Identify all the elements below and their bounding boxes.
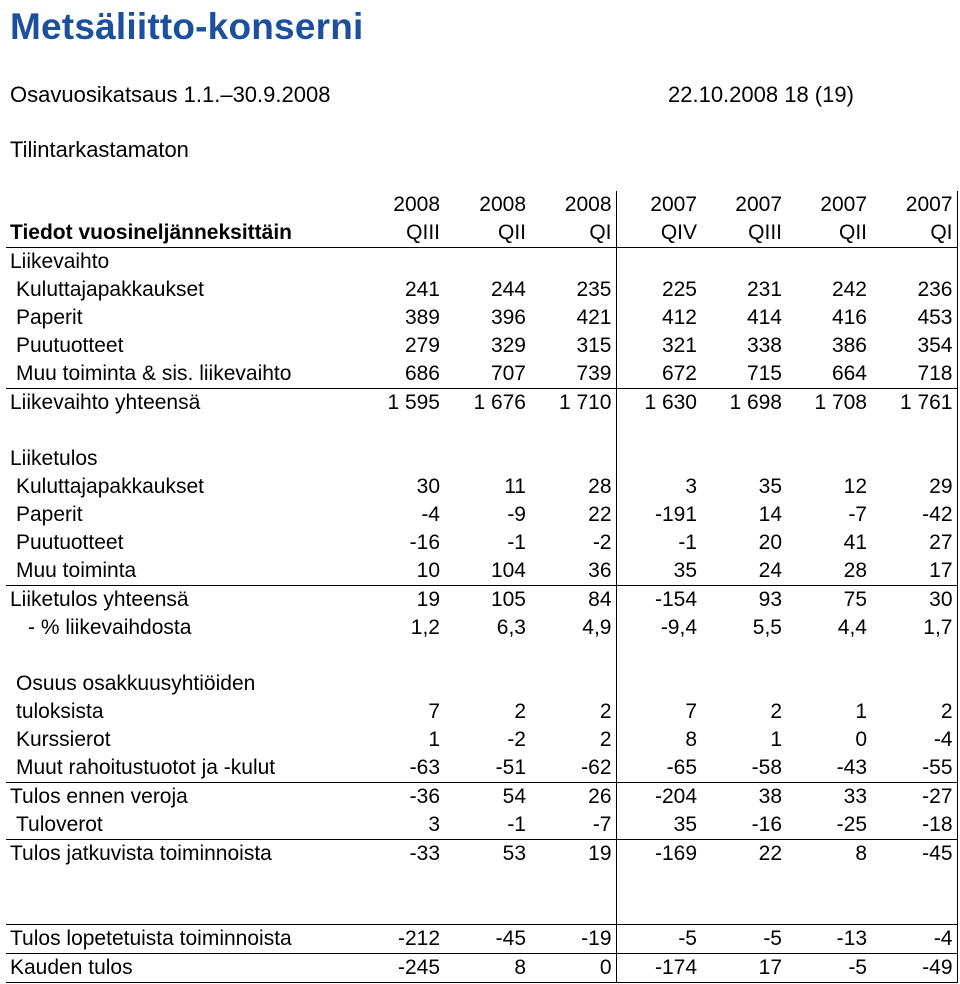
row-label: - % liikevaihdosta <box>28 616 192 639</box>
value-cell: -9 <box>507 503 526 526</box>
value-cell <box>786 248 871 277</box>
value-cell: 244 <box>490 278 526 301</box>
value-cell <box>786 896 871 925</box>
value-cell: 236 <box>871 276 957 304</box>
row-label: Kuluttajapakkaukset <box>16 278 204 301</box>
value-cell: -45 <box>444 925 530 954</box>
value-cell: 19 <box>530 840 616 869</box>
value-cell: -25 <box>836 813 867 836</box>
value-cell: -58 <box>751 756 782 779</box>
value-cell: 225 <box>661 278 697 301</box>
table-row <box>6 248 957 277</box>
value-cell: -42 <box>871 501 957 529</box>
value-cell <box>786 868 871 896</box>
value-cell <box>530 417 616 445</box>
value-cell: 7 <box>685 700 697 723</box>
table-row <box>6 670 957 698</box>
year-cell: 2008 <box>479 193 526 216</box>
table-row <box>6 332 957 360</box>
row-label: Puutuotteet <box>16 531 124 554</box>
table-row <box>6 389 957 418</box>
value-cell: 10 <box>416 559 440 582</box>
value-cell <box>444 417 530 445</box>
value-cell: 672 <box>661 362 697 385</box>
value-cell <box>616 445 701 473</box>
value-cell: 2 <box>871 698 957 726</box>
value-cell: -154 <box>616 586 701 615</box>
year-cell: 2007 <box>820 193 867 216</box>
value-cell: 1,7 <box>871 614 957 642</box>
value-cell: 386 <box>831 334 867 357</box>
year-cell: 2007 <box>871 191 957 219</box>
value-cell <box>358 670 444 698</box>
value-cell: 1 698 <box>701 389 786 418</box>
row-label: Liiketulos yhteensä <box>6 586 358 615</box>
value-cell: 30 <box>871 586 957 615</box>
value-cell: 104 <box>490 559 526 582</box>
row-label: Liikevaihto yhteensä <box>6 389 358 418</box>
value-cell: 19 <box>358 586 444 615</box>
row-label: Tulos ennen veroja <box>6 783 358 812</box>
value-cell: 1 595 <box>358 389 444 418</box>
value-cell <box>871 642 957 670</box>
value-cell: 17 <box>701 954 786 983</box>
value-cell: -1 <box>507 813 526 836</box>
value-cell: 38 <box>701 783 786 812</box>
value-cell: 1 <box>855 700 867 723</box>
value-cell: -33 <box>358 840 444 869</box>
value-cell <box>786 642 871 670</box>
value-cell: 412 <box>661 306 697 329</box>
value-cell: 0 <box>530 954 616 983</box>
row-label: Paperit <box>16 503 83 526</box>
table-row <box>6 529 957 557</box>
table-row <box>6 896 957 925</box>
value-cell: 8 <box>685 728 697 751</box>
value-cell: -7 <box>530 811 616 840</box>
value-cell: -13 <box>786 925 871 954</box>
year-cell: 2008 <box>530 191 616 219</box>
value-cell: -2 <box>530 529 616 557</box>
value-cell: -204 <box>616 783 701 812</box>
value-cell: -27 <box>871 783 957 812</box>
value-cell <box>358 417 444 445</box>
value-cell: -2 <box>507 728 526 751</box>
value-cell <box>530 642 616 670</box>
value-cell: -5 <box>616 925 701 954</box>
row-label: Liiketulos <box>10 447 98 470</box>
row-label <box>6 868 358 896</box>
value-cell: -65 <box>666 756 697 779</box>
row-label: Kauden tulos <box>6 954 358 983</box>
value-cell: 105 <box>444 586 530 615</box>
value-cell <box>358 642 444 670</box>
value-cell: 8 <box>786 840 871 869</box>
value-cell: 235 <box>530 276 616 304</box>
value-cell: -63 <box>409 756 440 779</box>
value-cell: 26 <box>530 783 616 812</box>
value-cell: 1 <box>770 728 782 751</box>
value-cell <box>616 670 701 698</box>
value-cell <box>616 417 701 445</box>
value-cell <box>616 248 701 277</box>
year-cell: 2007 <box>650 193 697 216</box>
value-cell: 30 <box>416 475 440 498</box>
value-cell: -5 <box>786 954 871 983</box>
value-cell: 1 761 <box>871 389 957 418</box>
value-cell: 3 <box>685 475 697 498</box>
value-cell <box>444 642 530 670</box>
value-cell <box>871 868 957 896</box>
value-cell: 53 <box>444 840 530 869</box>
value-cell: -49 <box>871 954 957 983</box>
value-cell: 686 <box>404 362 440 385</box>
value-cell: -4 <box>871 726 957 754</box>
table-row <box>6 557 957 586</box>
value-cell: -4 <box>871 925 957 954</box>
value-cell: 22 <box>701 840 786 869</box>
table-row <box>6 586 957 615</box>
value-cell: 7 <box>428 700 440 723</box>
value-cell: 12 <box>843 475 867 498</box>
table-row <box>6 754 957 783</box>
value-cell: 416 <box>831 306 867 329</box>
value-cell: 231 <box>746 278 782 301</box>
table-row <box>6 501 957 529</box>
table-row <box>6 473 957 501</box>
year-cell: 2008 <box>393 193 440 216</box>
value-cell: 315 <box>530 332 616 360</box>
value-cell <box>701 868 786 896</box>
quarterly-data-table <box>6 191 958 983</box>
value-cell: -7 <box>848 503 867 526</box>
table-row <box>6 276 957 304</box>
row-label: Muu toiminta <box>16 559 137 582</box>
value-cell: 54 <box>444 783 530 812</box>
value-cell <box>444 868 530 896</box>
value-cell: 739 <box>530 360 616 389</box>
value-cell: 338 <box>746 334 782 357</box>
value-cell <box>358 896 444 925</box>
value-cell: -16 <box>409 531 440 554</box>
quarter-cell: QIII <box>358 219 444 248</box>
value-cell: 27 <box>871 529 957 557</box>
table-row <box>6 417 957 445</box>
row-label <box>6 642 358 670</box>
value-cell <box>444 670 530 698</box>
row-label: Liikevaihto <box>10 250 110 273</box>
report-title: Osavuosikatsaus 1.1.–30.9.2008 <box>10 82 331 107</box>
value-cell <box>701 642 786 670</box>
value-cell <box>871 670 957 698</box>
table-row <box>6 868 957 896</box>
row-label: Osuus osakkuusyhtiöiden <box>16 672 256 695</box>
value-cell <box>444 896 530 925</box>
row-label: Muu toiminta & sis. liikevaihto <box>16 362 292 385</box>
value-cell <box>871 417 957 445</box>
value-cell: 1,2 <box>410 616 440 639</box>
report-date-page: 22.10.2008 18 (19) <box>668 82 854 107</box>
value-cell <box>530 896 616 925</box>
value-cell: 6,3 <box>496 616 526 639</box>
value-cell: 3 <box>428 813 440 836</box>
value-cell: 329 <box>490 334 526 357</box>
value-cell: -1 <box>507 531 526 554</box>
row-label: Muut rahoitustuotot ja -kulut <box>16 756 276 779</box>
table-row <box>6 642 957 670</box>
value-cell: 4,9 <box>530 614 616 642</box>
table-caption: Tiedot vuosineljänneksittäin <box>6 219 358 248</box>
value-cell: -51 <box>495 756 526 779</box>
value-cell: -18 <box>871 811 957 840</box>
value-cell <box>530 868 616 896</box>
value-cell: 421 <box>530 304 616 332</box>
quarter-cell: QI <box>530 219 616 248</box>
value-cell: -4 <box>421 503 440 526</box>
table-row <box>6 304 957 332</box>
table-row <box>6 614 957 642</box>
value-cell: 35 <box>673 559 697 582</box>
quarter-cell: QII <box>786 219 871 248</box>
value-cell <box>530 248 616 277</box>
value-cell: 24 <box>758 559 782 582</box>
value-cell <box>871 445 957 473</box>
value-cell: 5,5 <box>752 616 782 639</box>
value-cell: -55 <box>871 754 957 783</box>
value-cell: 2 <box>770 700 782 723</box>
value-cell: 0 <box>855 728 867 751</box>
table-row <box>6 954 957 983</box>
value-cell: 2 <box>514 700 526 723</box>
value-cell <box>530 670 616 698</box>
value-cell: -9,4 <box>660 616 697 639</box>
value-cell: -169 <box>616 840 701 869</box>
value-cell: -19 <box>530 925 616 954</box>
value-cell <box>701 670 786 698</box>
value-cell: -43 <box>836 756 867 779</box>
row-label <box>6 896 358 925</box>
value-cell <box>786 670 871 698</box>
row-label: Kuluttajapakkaukset <box>16 475 204 498</box>
value-cell <box>871 896 957 925</box>
value-cell: 707 <box>490 362 526 385</box>
value-cell <box>701 896 786 925</box>
value-cell: 41 <box>843 531 867 554</box>
value-cell <box>701 248 786 277</box>
value-cell: 2 <box>530 726 616 754</box>
value-cell <box>444 248 530 277</box>
value-cell: -174 <box>616 954 701 983</box>
quarter-header-row <box>6 219 957 248</box>
value-cell: 84 <box>530 586 616 615</box>
value-cell: -212 <box>358 925 444 954</box>
value-cell: 36 <box>530 557 616 586</box>
value-cell: 389 <box>404 306 440 329</box>
row-label: Tulos jatkuvista toiminnoista <box>6 840 358 869</box>
value-cell <box>616 868 701 896</box>
value-cell: 17 <box>871 557 957 586</box>
value-cell: 321 <box>661 334 697 357</box>
value-cell: 1 676 <box>444 389 530 418</box>
row-label: Tulos lopetetuista toiminnoista <box>6 925 358 954</box>
value-cell: 35 <box>758 475 782 498</box>
value-cell <box>701 417 786 445</box>
value-cell: 241 <box>404 278 440 301</box>
value-cell: 11 <box>504 475 526 498</box>
value-cell: 664 <box>831 362 867 385</box>
table-row <box>6 726 957 754</box>
value-cell: -245 <box>358 954 444 983</box>
value-cell: 4,4 <box>837 616 867 639</box>
value-cell <box>786 417 871 445</box>
quarter-cell: QIII <box>701 219 786 248</box>
row-label: Kurssierot <box>16 728 111 751</box>
row-label: Tuloverot <box>16 813 103 836</box>
year-cell: 2007 <box>735 193 782 216</box>
value-cell: 1 <box>428 728 440 751</box>
value-cell: 354 <box>871 332 957 360</box>
value-cell: 279 <box>404 334 440 357</box>
audit-note: Tilintarkastamaton <box>10 137 189 162</box>
quarter-cell: QI <box>871 219 957 248</box>
value-cell: 14 <box>758 503 782 526</box>
value-cell: 2 <box>530 698 616 726</box>
quarter-cell: QII <box>444 219 530 248</box>
table-row <box>6 445 957 473</box>
quarter-cell: QIV <box>616 219 701 248</box>
metsaliitto-logo: Metsäliitto-konserni <box>10 6 364 47</box>
value-cell: -1 <box>678 531 697 554</box>
value-cell: 93 <box>701 586 786 615</box>
value-cell: 28 <box>530 473 616 501</box>
value-cell: -45 <box>871 840 957 869</box>
table-row <box>6 698 957 726</box>
value-cell <box>444 445 530 473</box>
value-cell: 414 <box>746 306 782 329</box>
value-cell: 8 <box>444 954 530 983</box>
row-label: Paperit <box>16 306 83 329</box>
value-cell: 1 710 <box>530 389 616 418</box>
value-cell: 35 <box>673 813 697 836</box>
value-cell: 1 630 <box>616 389 701 418</box>
value-cell: 718 <box>871 360 957 389</box>
table-row <box>6 360 957 389</box>
table-row <box>6 925 957 954</box>
table-row <box>6 783 957 812</box>
value-cell <box>616 896 701 925</box>
value-cell <box>616 642 701 670</box>
value-cell: 242 <box>831 278 867 301</box>
value-cell <box>358 248 444 277</box>
value-cell: 396 <box>490 306 526 329</box>
value-cell <box>786 445 871 473</box>
value-cell: 28 <box>843 559 867 582</box>
value-cell <box>530 445 616 473</box>
value-cell: 715 <box>746 362 782 385</box>
value-cell: -62 <box>530 754 616 783</box>
year-header-row <box>6 191 957 219</box>
table-row <box>6 840 957 869</box>
value-cell <box>358 868 444 896</box>
value-cell: 453 <box>871 304 957 332</box>
row-label: tuloksista <box>16 700 104 723</box>
value-cell: 75 <box>786 586 871 615</box>
value-cell: -5 <box>701 925 786 954</box>
value-cell <box>871 248 957 277</box>
value-cell: 1 708 <box>786 389 871 418</box>
value-cell: 20 <box>758 531 782 554</box>
value-cell: -16 <box>751 813 782 836</box>
value-cell <box>358 445 444 473</box>
row-label <box>6 417 358 445</box>
table-row <box>6 811 957 840</box>
value-cell: -36 <box>358 783 444 812</box>
row-label: Puutuotteet <box>16 334 124 357</box>
value-cell: 33 <box>786 783 871 812</box>
value-cell: 29 <box>871 473 957 501</box>
value-cell <box>701 445 786 473</box>
value-cell: 22 <box>530 501 616 529</box>
value-cell: -191 <box>654 503 697 526</box>
